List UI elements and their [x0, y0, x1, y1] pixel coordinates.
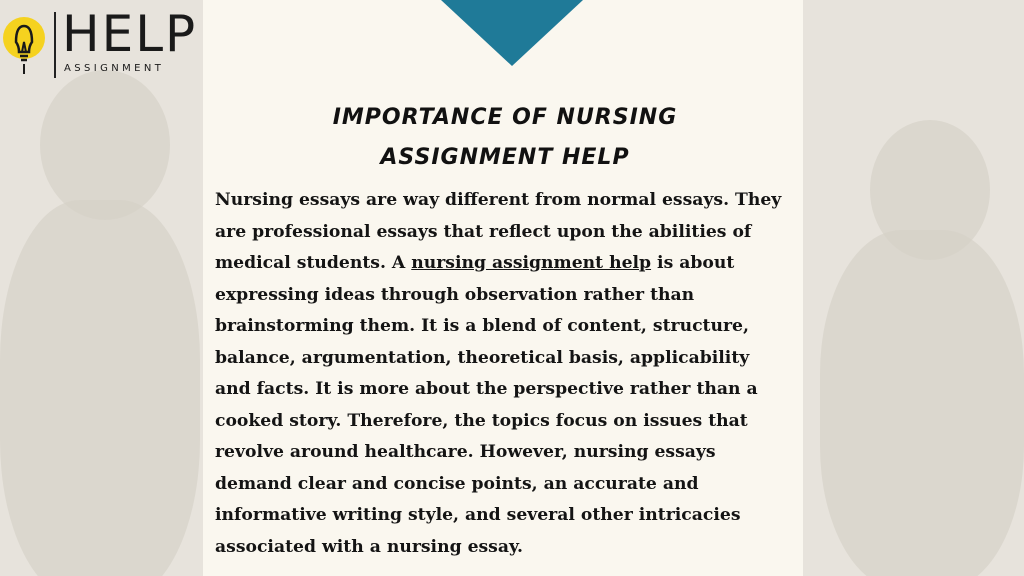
page-title: IMPORTANCE OF NURSING ASSIGNMENT HELP: [332, 105, 678, 170]
logo-subtitle: ASSIGNMENT: [64, 63, 165, 74]
article-body: [215, 185, 790, 563]
nursing-assignment-help-link[interactable]: nursing assignment help: [411, 253, 652, 273]
logo-divider: [54, 12, 56, 78]
article-body-intro: Nursing essays are way different from normal essays. They are professional essays that reflect upon the abilities of medical students. A: [215, 190, 782, 273]
brand-logo[interactable]: [0, 5, 200, 78]
lightbulb-icon: [2, 12, 46, 76]
background-figure-left-head: [40, 70, 170, 220]
article-body-rest: is about expressing ideas through observation rather than brainstorming them. It is a blend of content, structure, balance, argumentation, theoretical basis, applicability and facts. It is more about the perspective rather than a cooked story. Therefore, the topics focus on issues that revolve around healthcare. However, nursing essays demand clear and concise points, an accurate and informative writing style, and several other intricacies associated with a nursing essay.: [215, 253, 758, 557]
background-figure-right-body: [820, 230, 1024, 576]
down-triangle-icon: [441, 0, 583, 66]
background-figure-left-body: [0, 200, 200, 576]
logo-wordmark: HELP: [62, 5, 198, 63]
